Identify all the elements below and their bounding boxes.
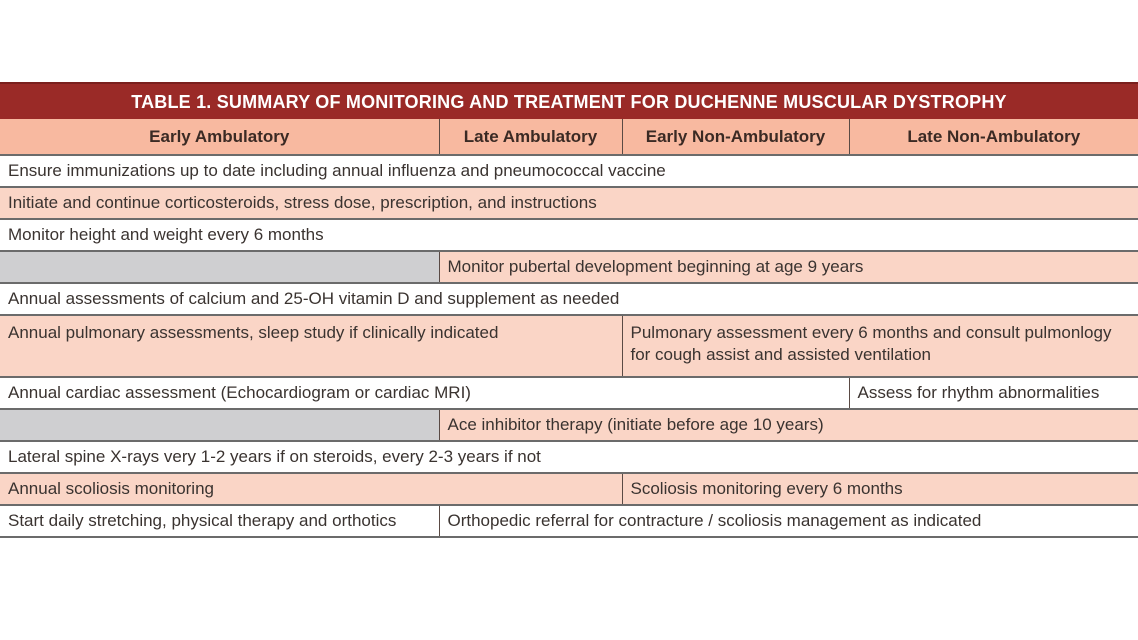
table-row — [0, 283, 1138, 315]
table-row — [0, 315, 1138, 377]
header-row — [0, 119, 1138, 155]
table-row — [0, 155, 1138, 187]
row-stretching-therapy: Start daily stretching, physical therapy and orthotics — [0, 505, 439, 537]
row-pulmonary-6-months: Pulmonary assessment every 6 months and consult pulmonlogy for cough assist and assisted ventilation — [622, 315, 1138, 377]
empty-gray-cell — [0, 409, 439, 441]
monitoring-table — [0, 82, 1138, 538]
table-row — [0, 409, 1138, 441]
column-header-early-non-ambulatory: Early Non-Ambulatory — [622, 119, 849, 155]
row-corticosteroids: Initiate and continue corticosteroids, stress dose, prescription, and instructions — [0, 187, 1138, 219]
table-row — [0, 441, 1138, 473]
row-orthopedic-referral: Orthopedic referral for contracture / scoliosis management as indicated — [439, 505, 1138, 537]
row-calcium-vitamin-d: Annual assessments of calcium and 25-OH vitamin D and supplement as needed — [0, 283, 1138, 315]
table-row — [0, 187, 1138, 219]
table-row — [0, 377, 1138, 409]
table-row — [0, 505, 1138, 537]
table-row — [0, 219, 1138, 251]
table-title: TABLE 1. SUMMARY OF MONITORING AND TREATMENT FOR DUCHENNE MUSCULAR DYSTROPHY — [0, 82, 1138, 119]
row-spine-xrays: Lateral spine X-rays very 1-2 years if on steroids, every 2-3 years if not — [0, 441, 1138, 473]
table-row — [0, 473, 1138, 505]
column-header-late-ambulatory: Late Ambulatory — [439, 119, 622, 155]
row-cardiac-annual: Annual cardiac assessment (Echocardiogram or cardiac MRI) — [0, 377, 849, 409]
row-scoliosis-6-months: Scoliosis monitoring every 6 months — [622, 473, 1138, 505]
table-grid — [0, 119, 1138, 538]
row-ace-inhibitor: Ace inhibitor therapy (initiate before age 10 years) — [439, 409, 1138, 441]
row-height-weight: Monitor height and weight every 6 months — [0, 219, 1138, 251]
empty-gray-cell — [0, 251, 439, 283]
row-scoliosis-annual: Annual scoliosis monitoring — [0, 473, 622, 505]
column-header-early-ambulatory: Early Ambulatory — [0, 119, 439, 155]
row-pubertal-development: Monitor pubertal development beginning at age 9 years — [439, 251, 1138, 283]
row-rhythm-abnormalities: Assess for rhythm abnormalities — [849, 377, 1138, 409]
row-immunizations: Ensure immunizations up to date including annual influenza and pneumococcal vaccine — [0, 155, 1138, 187]
table-row — [0, 251, 1138, 283]
row-pulmonary-annual: Annual pulmonary assessments, sleep study if clinically indicated — [0, 315, 622, 377]
column-header-late-non-ambulatory: Late Non-Ambulatory — [849, 119, 1138, 155]
